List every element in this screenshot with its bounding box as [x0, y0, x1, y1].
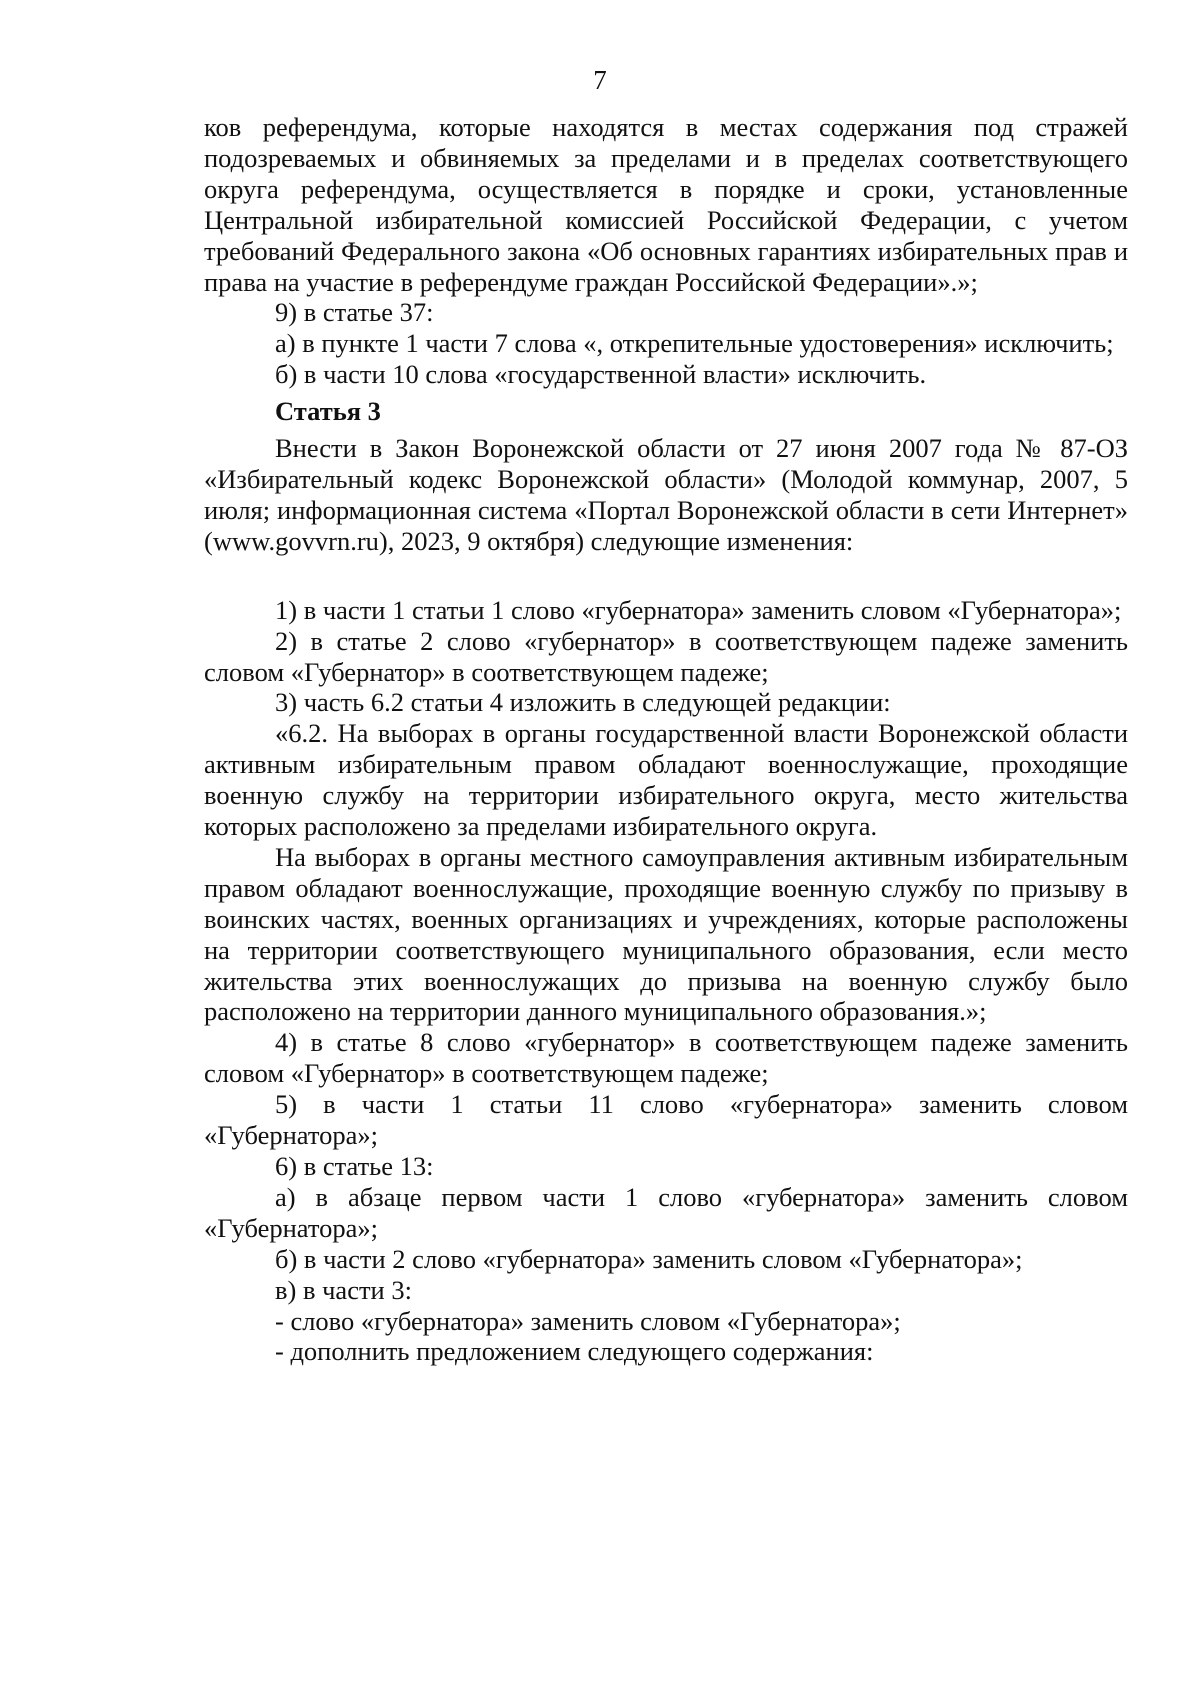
paragraph-dash-2: - дополнить предложением следующего содержания: [275, 1336, 874, 1367]
article-heading: Статья 3 [275, 396, 381, 427]
paragraph-item-2: 2) в статье 2 слово «губернатор» в соответствующем падеже заменить словом «Губернатор» в соответствующем падеже; [204, 625, 1128, 687]
paragraph-dash-1: - слово «губернатора» заменить словом «Губернатора»; [275, 1305, 901, 1336]
paragraph-item-6: 6) в статье 13: [275, 1151, 434, 1181]
paragraph-item-6v: в) в части 3: [275, 1274, 412, 1305]
page-number: 7 [593, 65, 607, 95]
paragraph-quote-6-2: «6.2. На выборах в органы государственной власти Воронежской области активным избирательным правом обладают военнослужащие, проходящие военную службу на территории избирательного округа, место жительства которых расположено за пределами избирательного округа. [204, 718, 1128, 842]
paragraph-item-1: 1) в части 1 статьи 1 слово «губернатора» заменить словом «Губернатора»; [275, 594, 1122, 625]
paragraph-item-3: 3) часть 6.2 статьи 4 изложить в следующей редакции: [275, 687, 891, 718]
paragraph-item-4: 4) в статье 8 слово «губернатор» в соответствующем падеже заменить словом «Губернатор» в соответствующем падеже; [204, 1027, 1128, 1089]
paragraph-item-9b: б) в части 10 слова «государственной власти» исключить. [275, 359, 927, 390]
paragraph-item-6a: а) в абзаце первом части 1 слово «губернатора» заменить словом «Губернатора»; [204, 1181, 1128, 1243]
paragraph-continuation: ков референдума, которые находятся в местах содержания под стражей подозреваемых и обвиняемых за пределами и в пределах соответствующего округа референдума, осуществляется в порядке и сроки, установленные Центральной избирательной комиссией Российской Федерации, с учетом требований Федерального закона «Об основных гарантиях избирательных прав и права на участие в референдуме граждан Российской Федерации».»; [204, 112, 1128, 297]
paragraph-item-6b: б) в части 2 слово «губернатора» заменить словом «Губернатора»; [275, 1243, 1023, 1274]
paragraph-local-elections: На выборах в органы местного самоуправления активным избирательным правом обладают военнослужащие, проходящие военную службу по призыву в воинских частях, военных организациях и учреждениях, которые расположены на территории соответствующего муниципального образования, если место жительства этих военнослужащих до призыва на военную службу было расположено на территории данного муниципального образования.»; [204, 841, 1128, 1027]
paragraph-article-intro: Внести в Закон Воронежской области от 27 июня 2007 года № 87-ОЗ «Избирательный кодекс Воронежской области» (Молодой коммунар, 2007, 5 июля; информационная система «Портал Воронежской области в сети Интернет» (www.govvrn.ru), 2023, 9 октября) следующие изменения: [204, 433, 1128, 556]
paragraph-item-9a: а) в пункте 1 части 7 слова «, открепительные удостоверения» исключить; [275, 328, 1114, 359]
document-body [204, 112, 1128, 1367]
paragraph-item-9: 9) в статье 37: [275, 297, 434, 328]
paragraph-item-5: 5) в части 1 статьи 11 слово «губернатора» заменить словом «Губернатора»; [204, 1089, 1128, 1151]
